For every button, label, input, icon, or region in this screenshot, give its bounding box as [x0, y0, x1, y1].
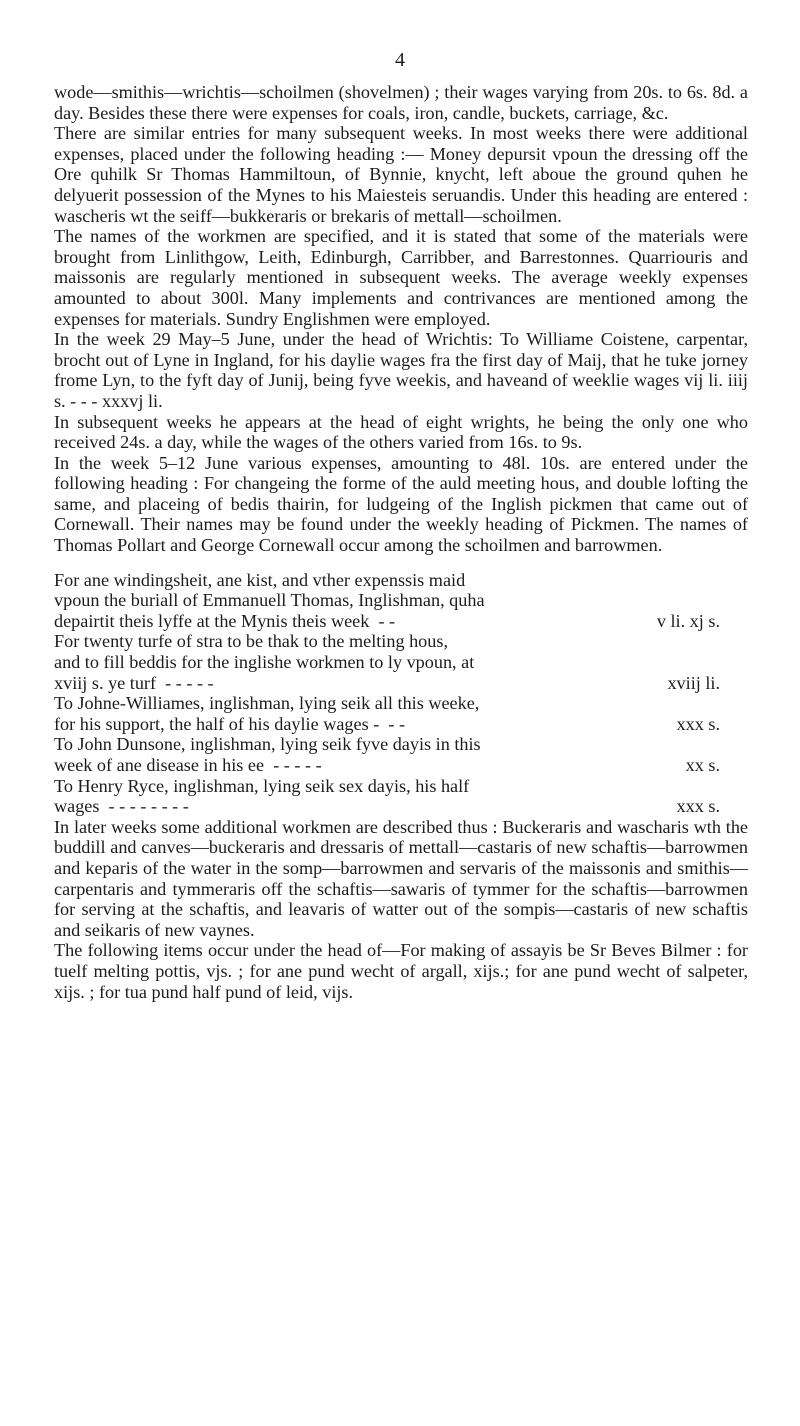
ledger-entry [54, 693, 720, 734]
ledger-line: week of ane disease in his ee [54, 755, 265, 775]
ledger-dashes: - - - - - - - - [108, 796, 189, 817]
paragraph: The following items occur under the head of—For making of assayis be Sr Beves Bilmer : for tuelf melting pottis, vjs. ; for ane pund wecht of argall, xijs.; for ane pund wecht of salpeter, xijs. ; for tua pund half pund of leid, vijs. [54, 940, 748, 1002]
paragraph: There are similar entries for many subsequent weeks. In most weeks there were additional expenses, placed under the following heading :— Money depursit vpoun the dressing off the Ore quhilk Sr Thomas Hammiltoun, of Bynnie, knycht, left aboue the ground quhen he delyuerit possession of the Mynes to his Maiesteis seruandis. Under this heading are entered : wascheris wt the seiff—bukkeraris or brekaris of mettall—schoilmen. [54, 123, 748, 226]
ledger-entry [54, 734, 720, 775]
ledger-last-row [54, 755, 720, 776]
ledger-dashes: - - [378, 610, 396, 631]
ledger-last-row [54, 673, 720, 694]
ledger-last-row [54, 714, 720, 735]
page-number: 4 [395, 49, 405, 71]
ledger-line: depairtit theis lyffe at the Mynis theis week [54, 610, 370, 631]
ledger-entry [54, 570, 720, 632]
ledger-line: For twenty turfe of stra to be thak to the melting hous, [54, 631, 448, 652]
paragraph: The names of the workmen are specified, and it is stated that some of the materials were brought from Linlithgow, Leith, Edinburgh, Carribber, and Barrestonnes. Quarriouris and maissonis are regularly mentioned in subsequent weeks. The average weekly expenses amounted to about 300l. Many implements and contrivances are mentioned among the expenses for materials. Sundry Englishmen were employed. [54, 226, 748, 329]
ledger [54, 570, 720, 817]
ledger-line: vpoun the buriall of Emmanuell Thomas, Inglishman, quha [54, 590, 485, 611]
ledger-line: xviij s. ye turf [54, 672, 157, 693]
ledger-line: for his support, the half of his daylie wages - [54, 713, 380, 734]
ledger-amount: xviij li. [667, 672, 720, 693]
paragraph: In subsequent weeks he appears at the head of eight wrights, he being the only one who received 24s. a day, while the wages of the others varied from 16s. to 9s. [54, 411, 748, 453]
ledger-amount: xxx s. [676, 796, 720, 817]
ledger-entry [54, 631, 720, 693]
ledger-last-row [54, 611, 720, 632]
ledger-line: To Johne-Williames, inglishman, lying seik all this weeke, [54, 693, 480, 714]
ledger-dashes: - - - - - [165, 672, 214, 693]
body-text [54, 82, 748, 1002]
ledger-amount: xx s. [685, 755, 720, 775]
paragraph: In later weeks some additional workmen are described thus : Buckeraris and wascharis wth the buddill and canves—buckeraris and dressaris of mettall—castaris of new schaftis—barrowmen and keparis of the water in the somp—barrowmen and servaris of the maissonis and smithis—carpentaris and tymmeraris off the schaftis—sawaris of tymmer for the schaftis—barrowmen for serving at the schaftis, and leavaris of watter out of the sompis—castaris of new schaftis and seikaris of new vaynes. [54, 816, 748, 940]
ledger-line: To John Dunsone, inglishman, lying seik fyve dayis in this [54, 734, 481, 755]
ledger-dashes: - - [388, 713, 406, 734]
ledger-line: To Henry Ryce, inglishman, lying seik sex dayis, his half [54, 775, 470, 796]
ledger-dashes: - - - - - [273, 755, 322, 775]
ledger-entry [54, 776, 720, 817]
ledger-line: wages [54, 796, 100, 817]
ledger-last-row [54, 796, 720, 817]
ledger-amount: xxx s. [676, 713, 720, 734]
ledger-line: and to fill beddis for the inglishe workmen to ly vpoun, at [54, 652, 475, 673]
paragraph: In the week 5–12 June various expenses, amounting to 48l. 10s. are entered under the following heading : For changeing the forme of the auld meeting hous, and double lofting the same, and placeing of bedis thairin, for ludgeing of the Inglish pickmen that came out of Cornewall. Their names may be found under the weekly heading of Pickmen. The names of Thomas Pollart and George Cornewall occur among the schoilmen and barrowmen. [54, 452, 748, 556]
paragraph: wode—smithis—wrichtis—schoilmen (shovelmen) ; their wages varying from 20s. to 6s. 8d. a day. Besides these there were expenses for coals, iron, candle, buckets, carriage, &c. [54, 82, 748, 123]
ledger-line: For ane windingsheit, ane kist, and vther expenssis maid [54, 569, 466, 590]
ledger-amount: v li. xj s. [656, 610, 720, 631]
paragraph: In the week 29 May–5 June, under the head of Wrichtis: To Williame Coistene, carpentar, brocht out of Lyne in Ingland, for his daylie wages fra the first day of Maij, that he tuke jorney frome Lyn, to the fyft day of Junij, being fyve weekis, and haveand of weeklie wages vij li. iiij s. - - - xxxvj li. [54, 329, 748, 411]
